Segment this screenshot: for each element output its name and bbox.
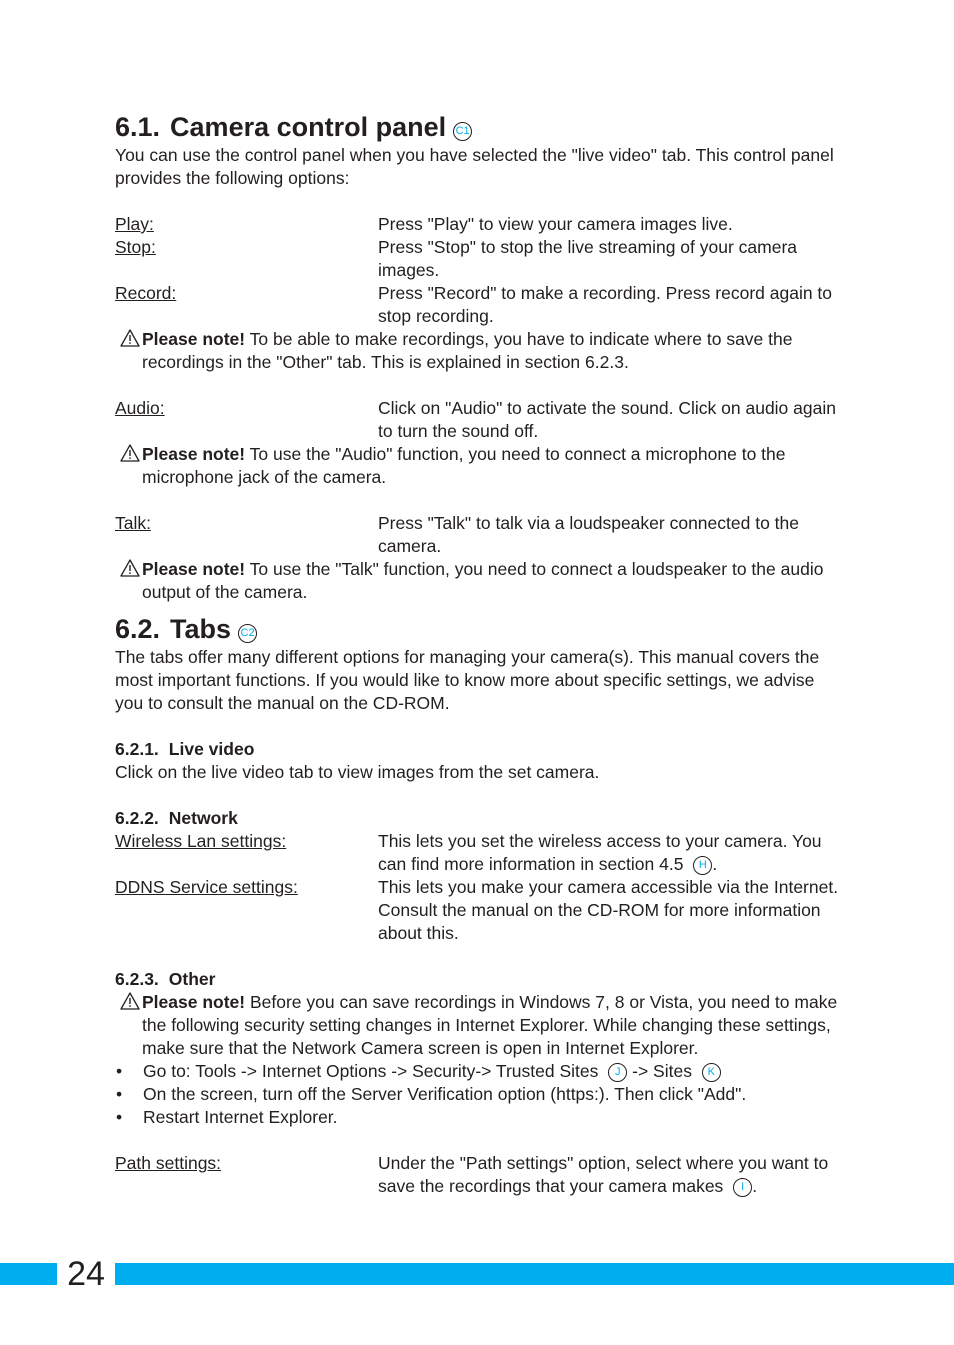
warning-triangle-icon [120,559,142,604]
page-number: 24 [67,1255,105,1293]
section-6-2-2-heading [115,807,840,830]
footer-bar-right [115,1263,954,1285]
warning-triangle-icon [120,444,142,489]
note-text: To use the "Talk" function, you need to connect a loudspeaker to the audio output of the camera. [142,559,824,602]
sentence-end: . [712,854,718,874]
section-6-2-1-text: Click on the live video tab to view images from the set camera. [115,762,600,782]
option-term: Stop: [115,237,156,257]
warning-triangle-icon [120,992,142,1060]
option-desc: Press "Talk" to talk via a loudspeaker connected to the camera. [378,513,799,556]
note-text: To be able to make recordings, you have to indicate where to save the recordings in the "Other" tab. This is explained in section 6.2.3. [142,329,793,372]
section-6-2-heading [115,612,840,646]
subsection-number: 6.2.1. [115,739,159,759]
option-term: Record: [115,283,177,303]
note-label: Please note! [142,992,246,1012]
section-number: 6.1. [115,112,161,142]
note-record [115,328,840,374]
section-number: 6.2. [115,614,161,644]
note-text: To use the "Audio" function, you need to connect a microphone to the microphone jack of the camera. [142,444,786,487]
callout-badge-k: K [702,1063,721,1082]
option-term: Play: [115,214,154,234]
subsection-title: Live video [168,739,255,759]
callout-badge-c1: C1 [453,122,472,141]
option-row-path [115,1152,840,1198]
section-title: Camera control panel [170,112,447,142]
note-other [115,991,840,1060]
steps-list [115,1060,840,1129]
bullet: • [116,1061,123,1081]
subsection-number: 6.2.3. [115,969,159,989]
option-desc: This lets you set the wireless access to your camera. You can find more information in section 4.5 [378,831,822,874]
note-audio [115,443,840,489]
callout-badge-h: H [693,856,712,875]
list-item [115,1060,840,1083]
section-6-1-intro: You can use the control panel when you have selected the "live video" tab. This control panel provides the following options: [115,145,834,188]
option-term: Talk: [115,513,151,533]
option-term: Path settings: [115,1153,222,1173]
list-item [115,1106,840,1129]
list-item-text: -> Sites [627,1061,692,1081]
bullet: • [116,1107,123,1127]
note-text: Before you can save recordings in Windows 7, 8 or Vista, you need to make the following security setting changes in Internet Explorer. While changing these settings, make sure that the Network Camera screen is open in Internet Explorer. [142,992,838,1058]
option-row-ddns [115,876,840,945]
note-label: Please note! [142,444,246,464]
subsection-title: Network [168,808,238,828]
section-6-2-3-heading [115,968,840,991]
section-6-2-intro: The tabs offer many different options for managing your camera(s). This manual covers the most important functions. If you would like to know more about specific settings, we advise you to consult the manual on the CD-ROM. [115,647,820,713]
option-desc: Press "Record" to make a recording. Press record again to stop recording. [378,283,833,326]
option-row-stop [115,236,840,282]
section-6-1-heading [115,110,840,144]
section-6-2-1-heading [115,738,840,761]
footer-bar-left [0,1263,57,1285]
callout-badge-j: J [608,1063,627,1082]
subsection-title: Other [168,969,216,989]
option-row-play [115,213,840,236]
option-term: DDNS Service settings: [115,877,298,897]
note-label: Please note! [142,559,246,579]
list-item [115,1083,840,1106]
subsection-number: 6.2.2. [115,808,159,828]
list-item-text: On the screen, turn off the Server Verification option (https:). Then click "Add". [143,1084,747,1104]
option-row-audio [115,397,840,443]
list-item-text: Restart Internet Explorer. [143,1107,338,1127]
option-desc: Press "Play" to view your camera images live. [378,214,733,234]
sentence-end: . [752,1176,758,1196]
option-term: Wireless Lan settings: [115,831,287,851]
option-desc: Press "Stop" to stop the live streaming of your camera images. [378,237,798,280]
section-title: Tabs [170,614,232,644]
bullet: • [116,1084,123,1104]
list-item-text: Go to: Tools -> Internet Options -> Security-> Trusted Sites [143,1061,599,1081]
option-row-talk [115,512,840,558]
option-term: Audio: [115,398,165,418]
option-desc: Click on "Audio" to activate the sound. Click on audio again to turn the sound off. [378,398,836,441]
note-talk [115,558,840,604]
option-desc: Under the "Path settings" option, select where you want to save the recordings that your camera makes [378,1153,829,1196]
callout-badge-c2: C2 [238,624,257,643]
warning-triangle-icon [120,329,142,374]
option-desc: This lets you make your camera accessible via the Internet. Consult the manual on the CD-ROM for more information about this. [378,877,839,943]
callout-badge-i: I [733,1178,752,1197]
page-footer [0,1255,954,1293]
option-row-wireless-lan [115,830,840,876]
note-label: Please note! [142,329,246,349]
option-row-record [115,282,840,328]
page-content [115,110,840,1198]
